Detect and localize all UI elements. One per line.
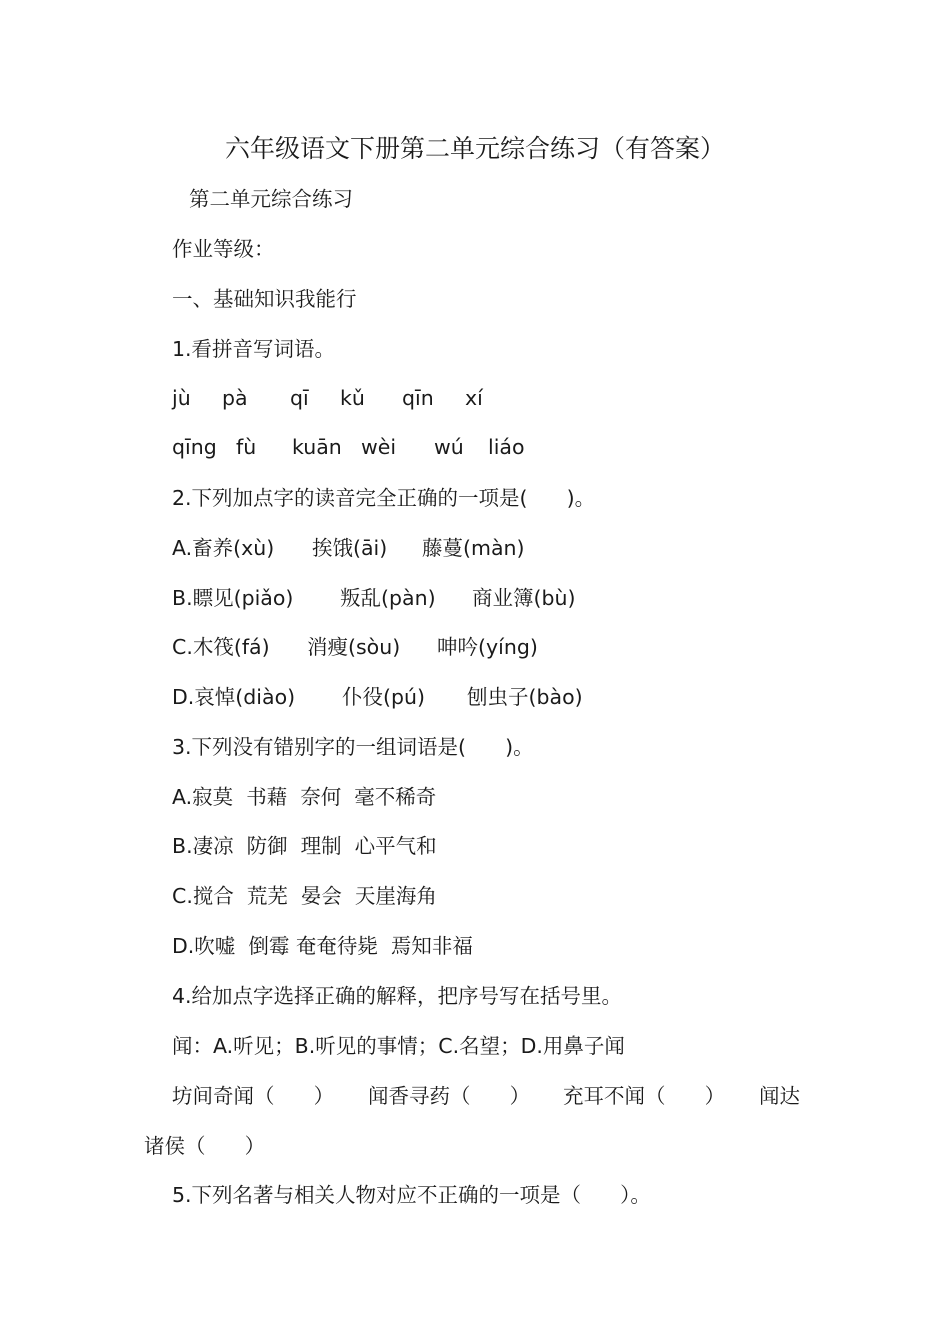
question-3-option-a: A.寂莫 书藉 奈何 毫不稀奇 <box>172 785 437 809</box>
answer-blank-item: 闻达 <box>759 1084 800 1108</box>
question-1-stem: 1.看拼音写词语。 <box>172 337 336 361</box>
pinyin-syllable: pà <box>222 386 248 410</box>
question-5-stem: 5.下列名著与相关人物对应不正确的一项是（ ）。 <box>172 1183 651 1207</box>
section-heading: 一、基础知识我能行 <box>172 287 357 311</box>
question-3-option-b: B.凄凉 防御 理制 心平气和 <box>172 834 437 858</box>
question-3-option-d: D.吹嘘 倒霉 奄奄待毙 焉知非福 <box>172 934 473 958</box>
option-word: 藤蔓(màn) <box>422 536 525 560</box>
answer-blank-item: 闻香寻药（ ） <box>368 1084 531 1108</box>
option-word: 消瘦(sòu) <box>307 635 401 659</box>
pinyin-syllable: xí <box>465 386 483 410</box>
pinyin-syllable: wú <box>434 435 464 459</box>
option-word: B.瞟见(piǎo) <box>172 586 294 610</box>
pinyin-syllable: liáo <box>488 435 525 459</box>
option-word: D.哀悼(diào) <box>172 685 296 709</box>
option-word: 仆役(pú) <box>342 685 426 709</box>
pinyin-syllable: jù <box>172 386 191 410</box>
question-4-definitions: 闻：A.听见；B.听见的事情；C.名望；D.用鼻子闻 <box>172 1034 625 1058</box>
question-3-option-c: C.搅合 荒芜 晏会 天崖海角 <box>172 884 437 908</box>
question-4-stem: 4.给加点字选择正确的解释，把序号写在括号里。 <box>172 984 623 1008</box>
question-4-item-continuation: 诸侯（ ） <box>144 1134 266 1158</box>
pinyin-syllable: qī <box>290 386 309 410</box>
option-word: 叛乱(pàn) <box>340 586 436 610</box>
option-word: A.畜养(xù) <box>172 536 275 560</box>
question-2-stem: 2.下列加点字的读音完全正确的一项是( )。 <box>172 486 596 510</box>
pinyin-syllable: qīn <box>402 386 434 410</box>
answer-blank-item: 坊间奇闻（ ） <box>172 1084 335 1108</box>
page-title: 六年级语文下册第二单元综合练习（有答案） <box>224 134 725 163</box>
pinyin-syllable: kǔ <box>340 386 365 410</box>
pinyin-syllable: qīng <box>172 435 217 459</box>
option-word: 呻吟(yíng) <box>437 635 538 659</box>
option-word: C.木筏(fá) <box>172 635 270 659</box>
option-word: 刨虫子(bào) <box>467 685 583 709</box>
document-subtitle: 第二单元综合练习 <box>189 187 353 211</box>
pinyin-syllable: fù <box>236 435 257 459</box>
grade-label: 作业等级： <box>172 237 275 261</box>
option-word: 挨饿(āi) <box>312 536 388 560</box>
question-3-stem: 3.下列没有错别字的一组词语是( )。 <box>172 735 534 759</box>
pinyin-syllable: wèi <box>361 435 397 459</box>
option-word: 商业簿(bù) <box>472 586 576 610</box>
answer-blank-item: 充耳不闻（ ） <box>563 1084 726 1108</box>
pinyin-syllable: kuān <box>292 435 342 459</box>
